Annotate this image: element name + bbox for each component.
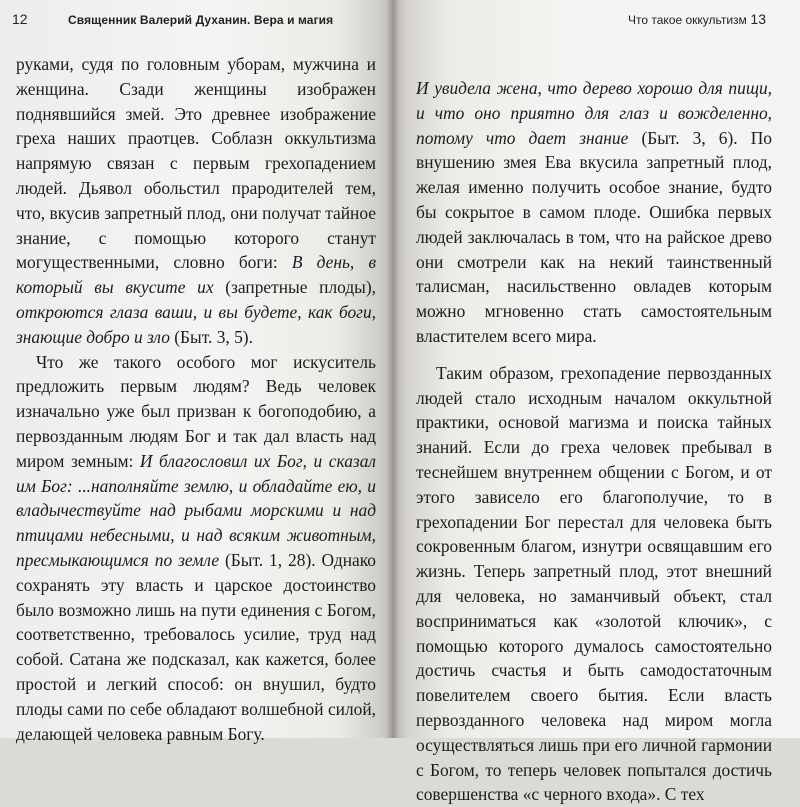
- left-paragraph-1: руками, судя по головным уборам, мужчина и женщина. Сзади женщины изображен поднявшийся змей. Это древнее изображение греха наших праотцев. Соблазн оккультизма напрямую связан с первым грехопадением людей. Дьявол обольстил прародителей тем, что, вкусив запретный плод, они получат тайное знание, с помощью которого станут могущественными, словно боги: В день, в который вы вкусите их (запретные плоды), откроются глаза ваши, и вы будете, как боги, знающие добро и зло (Быт. 3, 5).: [16, 54, 376, 347]
- right-paragraph-2: Таким образом, грехопадение первозданных людей стало исходным началом оккультной практики, основой магизма и поиска тайных знаний. Если до греха человек пребывал в теснейшем внутреннем общении с Богом, и от этого зависело его благополучие, то в грехопадении Бог перестал для человека быть сокровенным благом, изнутри освящавшим его жизнь. Теперь запретный плод, этот внешний для человека, но заманчивый объект, стал восприниматься как «золотой ключик», с помощью которого думалось самостоятельно достичь счастья и быть самодостаточным повелителем своего бытия. Если власть первозданного человека над миром могла осуществляться лишь при его личной гармонии с Богом, то теперь человек попытался достичь совершенства «с черного входа». С тех: [416, 362, 772, 805]
- left-page-text: [16, 52, 376, 746]
- left-running-head: [0, 12, 392, 32]
- scripture-quote: И увидела жена, что дерево хорошо для пищи, и что оно приятно для глаз и вожделенно, потому что дает знание: [416, 78, 772, 148]
- right-page-text: [416, 76, 772, 807]
- scripture-quote: В день, в который вы вкусите их: [16, 252, 376, 298]
- right-running-title: Что такое оккультизм: [628, 13, 747, 27]
- right-page: [392, 0, 800, 805]
- scripture-quote: откроются глаза ваши, и вы будете, как боги, знающие добро и зло: [16, 301, 376, 347]
- right-paragraph-1: И увидела жена, что дерево хорошо для пищи, и что оно приятно для глаз и вожделенно, потому что дает знание (Быт. 3, 6). По внушению змея Ева вкусила запретный плод, желая именно получить особое знание, будто бы сокрытое в самом плоде. Ошибка первых людей заключалась в том, что на райское древо они смотрели как на некий таинственный талисман, насильственно овладев которым можно мгновенно стать самостоятельным властителем всего мира.: [416, 78, 773, 346]
- left-running-title: Священник Валерий Духанин. Вера и магия: [68, 13, 334, 27]
- left-page: [0, 0, 392, 744]
- scripture-reference: (Быт. 3, 5).: [169, 326, 253, 347]
- left-page-number: 12: [12, 11, 28, 27]
- right-page-number: 13: [750, 11, 766, 27]
- scripture-quote: И благословил их Бог, и сказал им Бог: ...наполняйте землю, и обладайте ею, и владычествуйте над рыбами морскими и над птицами небесными, и над всяким животным, пресмыкающимся по земле: [16, 450, 376, 570]
- right-running-head: [392, 12, 800, 32]
- left-paragraph-2: Что же такого особого мог искуситель предложить первым людям? Ведь человек изначально уже был призван к богоподобию, а первозданным людям Бог и так дал власть над миром земным: И благословил их Бог, и сказал им Бог: ...наполняйте землю, и обладайте ею, и владычествуйте над рыбами морскими и над птицами небесными, и над всяким животным, пресмыкающимся по земле (Быт. 1, 28). Однако сохранять эту власть и царское достоинство было возможно лишь на пути единения с Богом, соответственно, требовалось усилие, труд над собой. Сатана же подсказал, как кажется, более простой и легкий способ: он внушил, будто плоды сами по себе обладают волшебной силой, делающей человека равным Богу.: [16, 351, 376, 744]
